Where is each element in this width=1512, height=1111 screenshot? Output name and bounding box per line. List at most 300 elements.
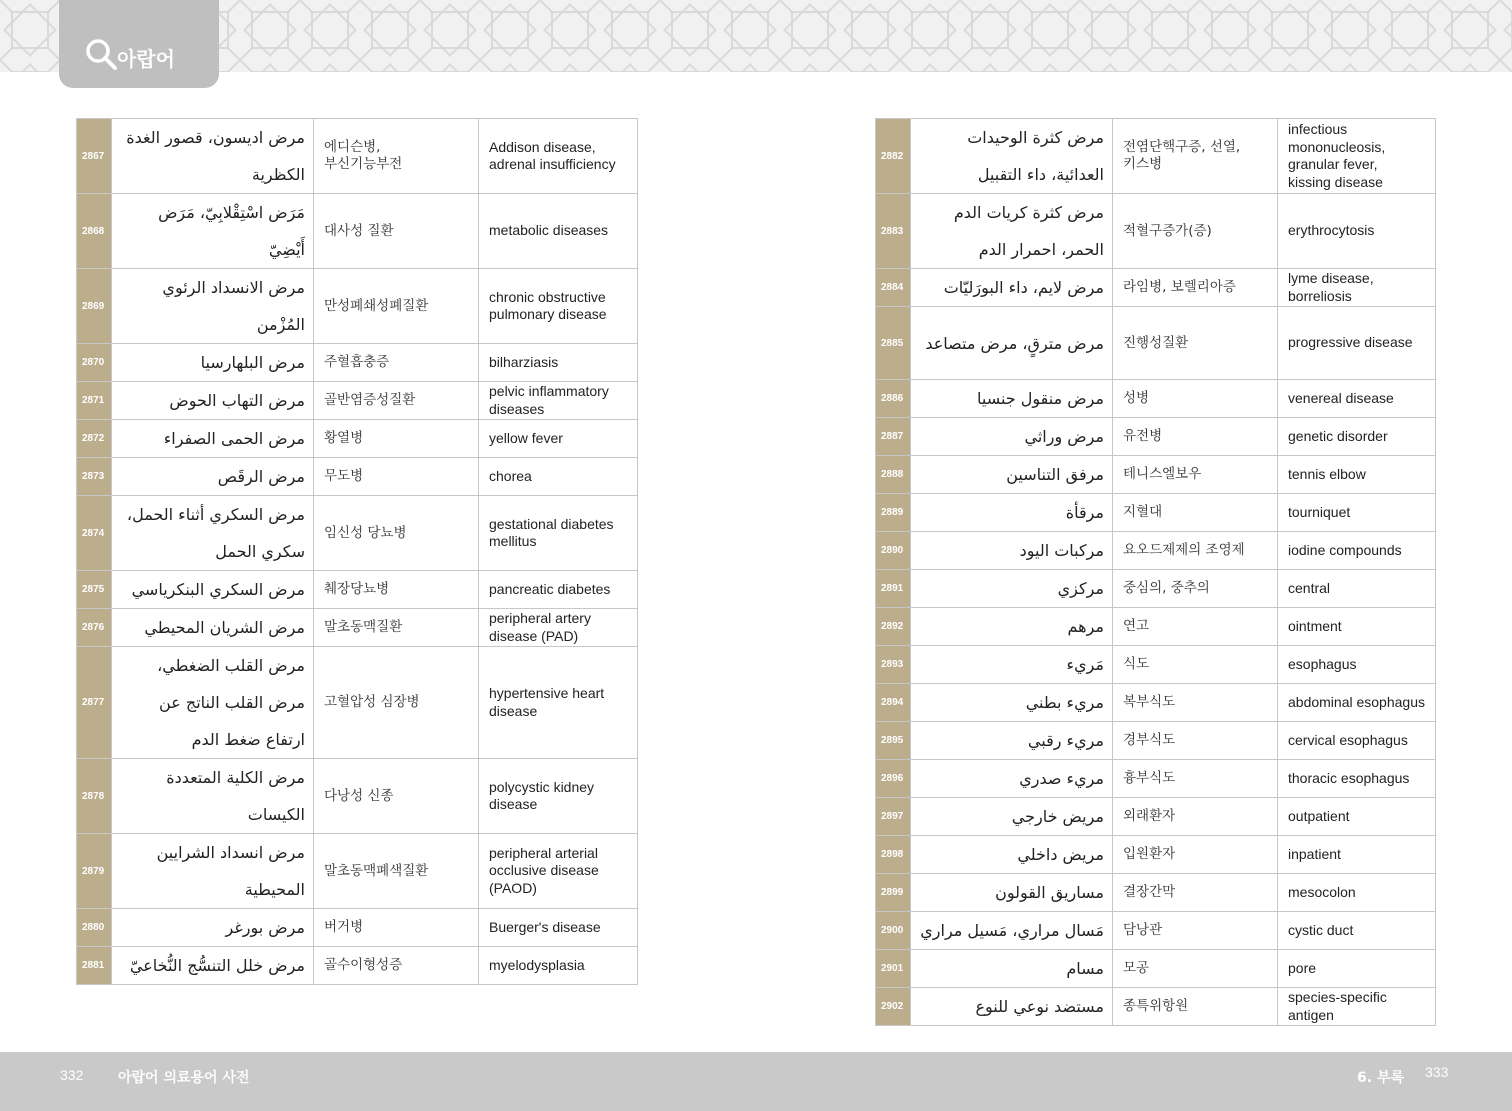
english-term-cell <box>1278 307 1436 380</box>
table-row <box>876 194 1436 269</box>
entry-number: 2869 <box>82 300 105 312</box>
table-row <box>876 912 1436 950</box>
arabic-term: مرقأة <box>1065 503 1104 522</box>
entry-number-cell <box>77 571 112 609</box>
entry-number-cell <box>876 269 911 307</box>
korean-term-cell <box>314 834 479 909</box>
arabic-term-cell <box>911 874 1113 912</box>
korean-term-cell <box>1113 570 1278 608</box>
arabic-term: مركزي <box>1057 579 1104 598</box>
entry-number: 2883 <box>881 225 904 237</box>
korean-term: 만성폐쇄성폐질환 <box>324 297 429 314</box>
entry-number-cell <box>876 570 911 608</box>
entry-number: 2891 <box>881 583 904 594</box>
arabic-term: مرض التهاب الحوض <box>169 391 305 410</box>
table-row <box>876 119 1436 194</box>
entry-number-cell <box>77 119 112 194</box>
entry-number-cell <box>876 494 911 532</box>
korean-term-cell <box>1113 646 1278 684</box>
arabic-term: مرض الرقَص <box>217 467 305 486</box>
korean-term: 진행성질환 <box>1123 334 1189 351</box>
english-term: lyme disease, borreliosis <box>1288 270 1374 304</box>
book-title: 아랍어 의료용어 사전 <box>118 1070 250 1086</box>
korean-term-cell <box>1113 912 1278 950</box>
english-term: venereal disease <box>1288 389 1394 406</box>
arabic-term-cell <box>911 684 1113 722</box>
entry-number: 2899 <box>881 887 904 898</box>
korean-term: 말초동맥질환 <box>324 619 403 635</box>
korean-term: 다낭성 신종 <box>324 787 394 804</box>
english-term-cell <box>1278 570 1436 608</box>
korean-term: 복부식도 <box>1123 694 1176 710</box>
table-row <box>876 269 1436 307</box>
english-term: iodine compounds <box>1288 541 1402 558</box>
section-name: 6. 부록 <box>1357 1070 1404 1086</box>
arabic-term: مساريق القولون <box>995 883 1104 902</box>
korean-term-cell <box>314 119 479 194</box>
table-row <box>876 684 1436 722</box>
table-row <box>876 570 1436 608</box>
arabic-term-cell <box>911 608 1113 646</box>
english-term: Buerger's disease <box>489 918 601 935</box>
arabic-term: مرض الحمى الصفراء <box>163 429 305 448</box>
geometric-pattern <box>0 0 1512 72</box>
english-term-cell <box>1278 684 1436 722</box>
korean-term-cell <box>1113 874 1278 912</box>
entry-number: 2897 <box>881 811 904 822</box>
table-row <box>77 382 638 420</box>
korean-term: 말초동맥폐색질환 <box>324 862 429 879</box>
english-term: yellow fever <box>489 429 563 446</box>
entry-number-cell <box>876 194 911 269</box>
korean-term-cell <box>1113 307 1278 380</box>
entry-number: 2880 <box>82 922 105 933</box>
english-term-cell <box>479 344 638 382</box>
page-number-left: 332 <box>60 1067 84 1083</box>
table-row <box>876 836 1436 874</box>
korean-term: 흉부식도 <box>1123 770 1176 786</box>
korean-term: 성병 <box>1123 390 1150 406</box>
english-term: abdominal esophagus <box>1288 693 1425 710</box>
arabic-term-cell <box>112 571 314 609</box>
english-term: mesocolon <box>1288 883 1356 900</box>
entry-number-cell <box>876 307 911 380</box>
table-row <box>876 307 1436 380</box>
table-row <box>876 950 1436 988</box>
korean-term-cell <box>1113 988 1278 1026</box>
entry-number: 2889 <box>881 507 904 518</box>
arabic-term: مرهم <box>1067 617 1104 636</box>
english-term: hypertensive heart disease <box>489 685 605 719</box>
arabic-term: مريض داخلي <box>1017 845 1104 864</box>
arabic-term-cell <box>112 647 314 759</box>
entry-number-cell <box>77 344 112 382</box>
korean-term: 식도 <box>1123 656 1150 672</box>
table-row <box>876 608 1436 646</box>
arabic-term-cell <box>112 269 314 344</box>
korean-term: 결장간막 <box>1123 884 1176 900</box>
table-row <box>77 909 638 947</box>
table-row <box>876 456 1436 494</box>
arabic-term: مَرَض اسْتِقْلابِيّ، مَرَض أَيْضِيّ <box>158 203 305 259</box>
english-term-cell <box>1278 608 1436 646</box>
english-term-cell <box>479 458 638 496</box>
entry-number-cell <box>876 798 911 836</box>
korean-term-cell <box>1113 950 1278 988</box>
entry-number: 2892 <box>881 621 904 632</box>
entry-number-cell <box>77 194 112 269</box>
english-term: peripheral arterial occlusive disease (PAOD) <box>489 844 599 896</box>
arabic-term-cell <box>911 456 1113 494</box>
arabic-term-cell <box>911 194 1113 269</box>
korean-term: 췌장당뇨병 <box>324 581 390 597</box>
korean-term: 에디슨병, 부신기능부전 <box>324 139 403 172</box>
korean-term: 적혈구증가(증) <box>1123 222 1212 239</box>
arabic-term: مرض البلهارسيا <box>200 353 305 372</box>
korean-term-cell <box>314 609 479 647</box>
english-term: outpatient <box>1288 807 1350 824</box>
entry-number-cell <box>77 420 112 458</box>
english-term-cell <box>479 947 638 985</box>
entry-number: 2873 <box>82 471 105 482</box>
english-term: cervical esophagus <box>1288 731 1408 748</box>
entry-number-cell <box>876 836 911 874</box>
table-row <box>77 420 638 458</box>
english-term-cell <box>1278 269 1436 307</box>
arabic-term-cell <box>112 834 314 909</box>
entry-number-cell <box>876 912 911 950</box>
english-term-cell <box>479 609 638 647</box>
arabic-term: مرض كثرة كريات الدم الحمر، احمرار الدم <box>953 203 1104 259</box>
korean-term: 모공 <box>1123 960 1150 976</box>
table-row <box>876 646 1436 684</box>
english-term-cell <box>1278 194 1436 269</box>
english-term-cell <box>479 382 638 420</box>
english-term-cell <box>1278 119 1436 194</box>
arabic-term: مرض اديسون، قصور الغدة الكظرية <box>126 128 305 184</box>
arabic-term: مرض انسداد الشرايين المحيطية <box>156 843 305 899</box>
arabic-term: مرفق التناسين <box>1006 465 1104 484</box>
english-term-cell <box>479 909 638 947</box>
english-term: peripheral artery disease (PAD) <box>489 610 591 644</box>
english-term: inpatient <box>1288 845 1341 862</box>
arabic-term: مرض الانسداد الرئوي المُزْمن <box>162 278 305 334</box>
korean-term: 고혈압성 심장병 <box>324 694 420 710</box>
entry-number-cell <box>77 496 112 571</box>
english-term: chronic obstructive pulmonary disease <box>489 288 607 322</box>
table-row <box>876 988 1436 1026</box>
table-row <box>77 119 638 194</box>
arabic-term-cell <box>112 382 314 420</box>
english-term-cell <box>479 269 638 344</box>
english-term-cell <box>1278 836 1436 874</box>
entry-number: 2875 <box>82 584 105 595</box>
arabic-term: مرض منقول جنسيا <box>977 389 1104 408</box>
arabic-term-cell <box>911 307 1113 380</box>
entry-number: 2876 <box>82 622 105 633</box>
arabic-term-cell <box>112 420 314 458</box>
arabic-term: مرض الكلية المتعددة الكيسات <box>166 768 305 824</box>
english-term: progressive disease <box>1288 334 1413 351</box>
entry-number-cell <box>876 418 911 456</box>
arabic-term: مَريء <box>1066 655 1104 674</box>
korean-term: 골수이형성증 <box>324 957 403 973</box>
section-tab <box>59 0 219 88</box>
section-label: 아랍어 <box>117 49 175 71</box>
korean-term-cell <box>1113 456 1278 494</box>
arabic-term: مريء بطني <box>1025 693 1104 712</box>
korean-term-cell <box>314 759 479 834</box>
entry-number: 2886 <box>881 393 904 404</box>
arabic-term-cell <box>112 947 314 985</box>
entry-number-cell <box>77 834 112 909</box>
entry-number: 2884 <box>881 282 904 293</box>
dictionary-table-left <box>76 118 638 985</box>
arabic-term: مَسال مراري، مَسيل مراري <box>920 921 1104 940</box>
korean-term: 외래환자 <box>1123 808 1176 824</box>
korean-term-cell <box>314 420 479 458</box>
arabic-term-cell <box>112 194 314 269</box>
arabic-term: مرض القلب الضغطي، مرض القلب الناتج عن ارتفاع ضغط الدم <box>157 656 305 749</box>
english-term: central <box>1288 579 1331 596</box>
korean-term-cell <box>1113 684 1278 722</box>
table-row <box>876 760 1436 798</box>
korean-term: 전염단핵구증, 선열, 키스병 <box>1123 139 1241 172</box>
english-term-cell <box>1278 988 1436 1026</box>
search-icon <box>85 38 119 72</box>
korean-term-cell <box>314 909 479 947</box>
arabic-term-cell <box>112 759 314 834</box>
entry-number: 2879 <box>82 865 105 877</box>
table-row <box>876 874 1436 912</box>
korean-term: 골반염증성질환 <box>324 392 416 408</box>
english-term: pore <box>1288 959 1317 976</box>
entry-number-cell <box>876 119 911 194</box>
english-term: gestational diabetes mellitus <box>489 515 614 549</box>
korean-term-cell <box>314 496 479 571</box>
dictionary-table-right <box>875 118 1436 1026</box>
arabic-term-cell <box>911 646 1113 684</box>
arabic-term-cell <box>911 532 1113 570</box>
entry-number: 2885 <box>881 337 904 349</box>
korean-term-cell <box>1113 532 1278 570</box>
table-row <box>876 380 1436 418</box>
english-term: genetic disorder <box>1288 427 1388 444</box>
entry-number-cell <box>77 382 112 420</box>
english-term-cell <box>1278 760 1436 798</box>
table-row <box>77 947 638 985</box>
english-term-cell <box>479 194 638 269</box>
arabic-term-cell <box>911 912 1113 950</box>
arabic-term-cell <box>112 344 314 382</box>
arabic-term-cell <box>112 458 314 496</box>
entry-number-cell <box>876 684 911 722</box>
english-term: infectious mononucleosis, granular fever, kissing disease <box>1288 121 1386 190</box>
korean-term-cell <box>314 647 479 759</box>
entry-number: 2898 <box>881 849 904 860</box>
arabic-term-cell <box>911 798 1113 836</box>
korean-term: 담낭관 <box>1123 922 1163 938</box>
english-term: bilharziasis <box>489 353 559 370</box>
decorative-header-banner <box>0 0 1512 72</box>
arabic-term: مستضد نوعي للنوع <box>975 997 1104 1016</box>
arabic-term-cell <box>911 269 1113 307</box>
entry-number: 2868 <box>82 225 105 237</box>
arabic-term: مريض خارجي <box>1011 807 1104 826</box>
korean-term: 경부식도 <box>1123 732 1176 748</box>
english-term-cell <box>1278 950 1436 988</box>
entry-number-cell <box>876 532 911 570</box>
table-row <box>876 722 1436 760</box>
arabic-term-cell <box>112 909 314 947</box>
english-term: chorea <box>489 467 532 484</box>
entry-number-cell <box>77 458 112 496</box>
entry-number: 2893 <box>881 659 904 670</box>
korean-term: 테니스엘보우 <box>1123 466 1202 482</box>
entry-number-cell <box>876 988 911 1026</box>
arabic-term-cell <box>911 950 1113 988</box>
english-term-cell <box>1278 380 1436 418</box>
entry-number-cell <box>876 456 911 494</box>
english-term-cell <box>1278 418 1436 456</box>
entry-number: 2882 <box>881 150 904 162</box>
english-term-cell <box>1278 722 1436 760</box>
arabic-term-cell <box>911 494 1113 532</box>
arabic-term: مرض لايم، داء البورَليّات <box>943 278 1104 297</box>
english-term: erythrocytosis <box>1288 222 1375 239</box>
entry-number-cell <box>77 947 112 985</box>
entry-number-cell <box>77 647 112 759</box>
english-term: thoracic esophagus <box>1288 769 1410 786</box>
arabic-term-cell <box>911 380 1113 418</box>
arabic-term: مرض السكري البنكرياسي <box>131 580 305 599</box>
english-term-cell <box>1278 532 1436 570</box>
entry-number-cell <box>876 874 911 912</box>
arabic-term-cell <box>911 119 1113 194</box>
entry-number-cell <box>77 609 112 647</box>
english-term-cell <box>479 496 638 571</box>
arabic-term: مرض خلل التنسُّج النُّخاعيّ <box>129 956 305 975</box>
english-term: polycystic kidney disease <box>489 778 595 812</box>
korean-term-cell <box>1113 760 1278 798</box>
entry-number: 2867 <box>82 150 105 162</box>
entry-number: 2887 <box>881 431 904 442</box>
entry-number: 2895 <box>881 735 904 746</box>
arabic-term-cell <box>911 570 1113 608</box>
entry-number: 2900 <box>881 925 904 936</box>
arabic-term-cell <box>112 609 314 647</box>
korean-term-cell <box>1113 194 1278 269</box>
table-row <box>77 609 638 647</box>
arabic-term: مركبات اليود <box>1019 541 1104 560</box>
arabic-term: مرض الشريان المحيطي <box>144 618 305 637</box>
english-term: species-specific antigen <box>1288 989 1387 1023</box>
english-term: tennis elbow <box>1288 465 1366 482</box>
entry-number: 2871 <box>82 395 105 406</box>
table-row <box>77 571 638 609</box>
english-term-cell <box>479 119 638 194</box>
korean-term: 종특위항원 <box>1123 998 1189 1014</box>
korean-term-cell <box>314 382 479 420</box>
english-term-cell <box>479 420 638 458</box>
korean-term: 요오드제제의 조영제 <box>1123 542 1245 558</box>
entry-number-cell <box>876 608 911 646</box>
english-term: tourniquet <box>1288 503 1351 520</box>
page-number-right: 333 <box>1425 1064 1449 1080</box>
korean-term: 지혈대 <box>1123 504 1163 520</box>
table-row <box>77 194 638 269</box>
arabic-term-cell <box>112 496 314 571</box>
arabic-term-cell <box>112 119 314 194</box>
english-term-cell <box>1278 646 1436 684</box>
english-term-cell <box>479 759 638 834</box>
entry-number-cell <box>876 760 911 798</box>
korean-term-cell <box>1113 269 1278 307</box>
korean-term-cell <box>1113 798 1278 836</box>
arabic-term: مرض السكري أثناء الحمل، سكري الحمل <box>126 505 305 561</box>
korean-term-cell <box>314 458 479 496</box>
entry-number-cell <box>876 950 911 988</box>
arabic-term-cell <box>911 418 1113 456</box>
entry-number: 2878 <box>82 790 105 802</box>
arabic-term-cell <box>911 836 1113 874</box>
table-row <box>77 834 638 909</box>
english-term-cell <box>1278 912 1436 950</box>
korean-term: 중심의, 중추의 <box>1123 580 1210 596</box>
korean-term-cell <box>1113 418 1278 456</box>
entry-number: 2881 <box>82 960 105 971</box>
table-row <box>876 418 1436 456</box>
entry-number: 2877 <box>82 697 105 708</box>
table-row <box>77 647 638 759</box>
english-term-cell <box>479 834 638 909</box>
english-term: pelvic inflammatory diseases <box>489 383 609 417</box>
entry-number: 2870 <box>82 357 105 368</box>
english-term: cystic duct <box>1288 921 1354 938</box>
korean-term: 주혈흡충증 <box>324 354 390 370</box>
table-row <box>77 269 638 344</box>
korean-term: 버거병 <box>324 919 364 935</box>
korean-term-cell <box>314 344 479 382</box>
english-term-cell <box>1278 456 1436 494</box>
korean-term-cell <box>1113 608 1278 646</box>
english-term: esophagus <box>1288 655 1357 672</box>
arabic-term-cell <box>911 988 1113 1026</box>
table-row <box>876 532 1436 570</box>
entry-number-cell <box>876 646 911 684</box>
english-term: myelodysplasia <box>489 956 585 973</box>
korean-term: 유전병 <box>1123 428 1163 444</box>
entry-number-cell <box>876 722 911 760</box>
entry-number: 2902 <box>881 1001 904 1012</box>
korean-term-cell <box>314 194 479 269</box>
arabic-term: مسام <box>1066 959 1104 978</box>
arabic-term: مرض وراثي <box>1024 427 1104 446</box>
korean-term-cell <box>314 947 479 985</box>
korean-term: 무도병 <box>324 468 364 484</box>
english-term: ointment <box>1288 617 1342 634</box>
page-footer <box>0 1052 1512 1111</box>
arabic-term: مرض بورغر <box>225 918 305 937</box>
korean-term-cell <box>314 269 479 344</box>
table-row <box>876 494 1436 532</box>
korean-term-cell <box>1113 836 1278 874</box>
english-term-cell <box>1278 798 1436 836</box>
entry-number: 2896 <box>881 773 904 784</box>
entry-number-cell <box>876 380 911 418</box>
korean-term: 라임병, 보렐리아증 <box>1123 279 1236 295</box>
korean-term: 임신성 당뇨병 <box>324 524 407 541</box>
